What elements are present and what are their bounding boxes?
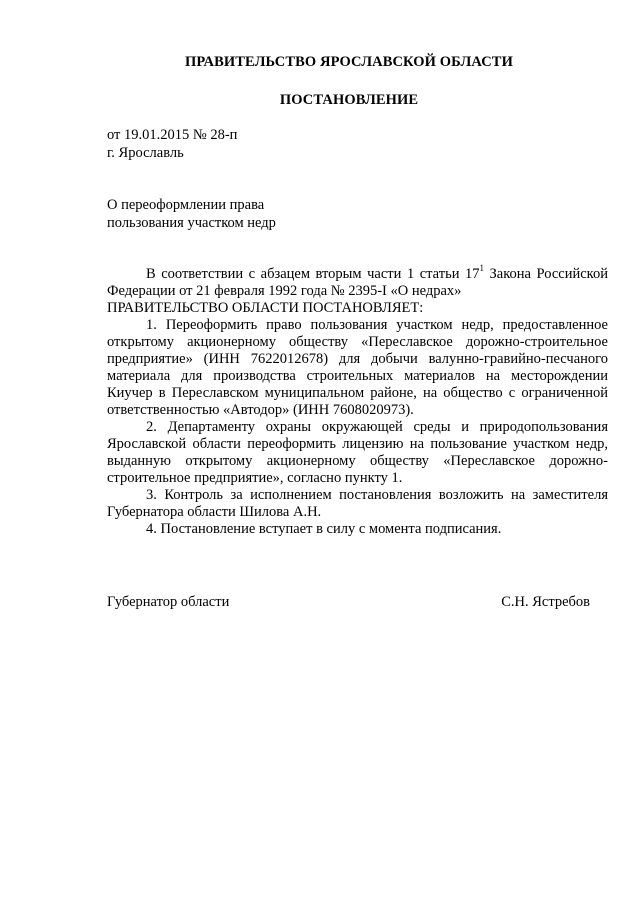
preamble-paragraph xyxy=(107,263,608,300)
document-type-title: ПОСТАНОВЛЕНИЕ xyxy=(279,92,419,108)
subject-line-1: О переоформлении права xyxy=(107,197,265,213)
subject-line-2: пользования участком недр xyxy=(107,215,276,231)
item-1: 1. Переоформить право пользования участком недр, предоставленное открытому акционерному обществу «Переславское дорожно-строительное предприятие» (ИНН 7622012678) для добычи валунно-гравийно-песчаного материала для производства строительных материалов на месторождении Киучер в Переславском муниципальном районе, на общество с ограниченной ответственностью «Автодор» (ИНН 7608020973). xyxy=(107,317,608,418)
signatory-position: Губернатор области xyxy=(107,594,230,610)
date-number: от 19.01.2015 № 28-п xyxy=(107,127,238,143)
preamble-text-start: В соответствии с абзацем вторым части 1 статьи 17 xyxy=(146,266,480,282)
item-2: 2. Департаменту охраны окружающей среды и природопользования Ярославской области переоформить лицензию на пользование участком недр, выданную открытому акционерному обществу «Переславское дорожно-строительное предприятие», согласно пункту 1. xyxy=(107,419,608,486)
decree-phrase: ПРАВИТЕЛЬСТВО ОБЛАСТИ ПОСТАНОВЛЯЕТ: xyxy=(107,300,424,316)
document-body xyxy=(107,263,608,538)
item-4: 4. Постановление вступает в силу с момента подписания. xyxy=(146,521,502,537)
city: г. Ярославль xyxy=(107,145,184,161)
document-meta xyxy=(107,126,237,162)
organization-title: ПРАВИТЕЛЬСТВО ЯРОСЛАВСКОЙ ОБЛАСТИ xyxy=(185,54,513,70)
item-3: 3. Контроль за исполнением постановления возложить на заместителя Губернатора области Шилова А.Н. xyxy=(107,487,608,520)
signatory-name: С.Н. Ястребов xyxy=(501,594,590,610)
document-subject xyxy=(107,196,276,232)
preamble-superscript: 1 xyxy=(479,263,484,274)
preamble-text-end: Закона Российской Федерации от 21 февраля 1992 года № 2395-I «О недрах» xyxy=(107,266,608,299)
signature-block xyxy=(107,594,590,611)
